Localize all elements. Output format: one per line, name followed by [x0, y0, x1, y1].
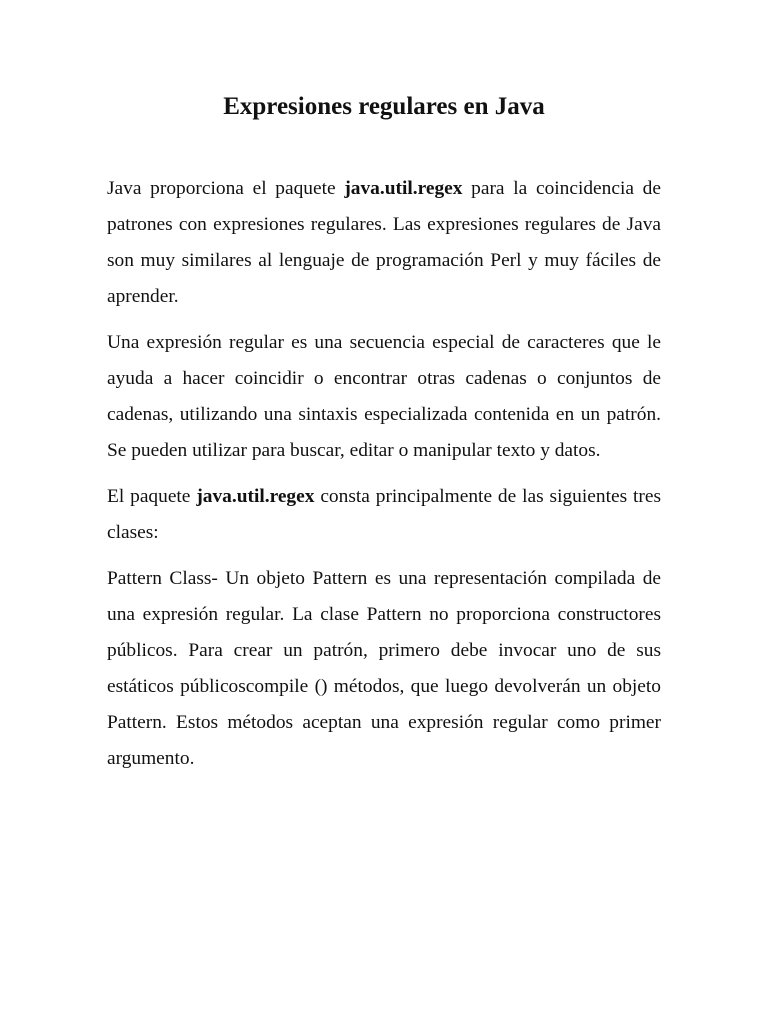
paragraph-pattern-class: Pattern Class- Un objeto Pattern es una representación compilada de una expresión regular. La clase Pattern no proporciona constructores públicos. Para crear un patrón, primero debe invocar uno de sus estáticos públicoscompile () métodos, que luego devolverán un objeto Pattern. Estos métodos aceptan una expresión regular como primer argumento. — [107, 568, 661, 769]
paragraph-classes-text-start: El paquete — [107, 486, 197, 507]
document-title: Expresiones regulares en Java — [223, 93, 545, 120]
document-body — [107, 171, 661, 787]
paragraph-classes — [107, 479, 661, 551]
package-name-bold: java.util.regex — [344, 178, 463, 199]
paragraph-intro — [107, 171, 661, 315]
paragraph-intro-text-end: para la coincidencia de patrones con expresiones regulares. Las expresiones regulares de Java son muy similares al lenguaje de programación Perl y muy fáciles de aprender. — [107, 178, 661, 307]
paragraph-definition: Una expresión regular es una secuencia especial de caracteres que le ayuda a hacer coincidir o encontrar otras cadenas o conjuntos de cadenas, utilizando una sintaxis especializada contenida en un patrón. Se pueden utilizar para buscar, editar o manipular texto y datos. — [107, 332, 661, 461]
paragraph-intro-text-start: Java proporciona el paquete — [107, 178, 345, 199]
paragraph-classes-text-end: consta principalmente de las siguientes tres clases: — [107, 486, 661, 543]
package-name-bold: java.util.regex — [196, 486, 315, 507]
